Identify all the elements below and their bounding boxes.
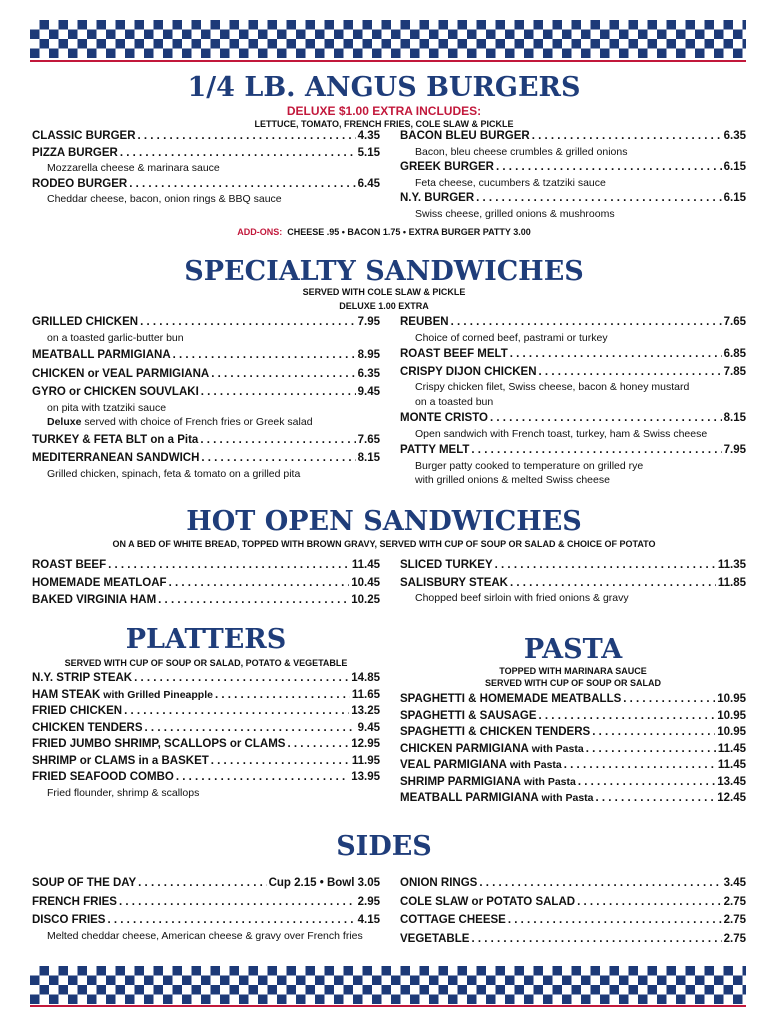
menu-item-row: FRIED SEAFOOD COMBO . . . 13.95 [32, 772, 380, 784]
specialty-sub2: DELUXE 1.00 EXTRA [339, 301, 429, 311]
menu-item-row: COTTAGE CHEESE . . . 2.75 [400, 915, 746, 927]
menu-item-row: MEDITERRANEAN SANDWICH . . . 8.15 [32, 453, 380, 465]
pasta-sub2: SERVED WITH CUP OF SOUP OR SALAD [484, 678, 662, 688]
specialty-title: SPECIALTY SANDWICHES [184, 256, 584, 287]
burgers-left-column [32, 131, 380, 205]
burgers-deluxe: DELUXE $1.00 EXTRA INCLUDES: [286, 104, 482, 118]
platters-title: PLATTERS [125, 624, 287, 655]
item-description: Crispy chicken filet, Swiss cheese, bacon & honey mustard [415, 381, 690, 393]
pasta-sub1: TOPPED WITH MARINARA SAUCE [499, 666, 647, 676]
menu-item-row: SPAGHETTI & CHICKEN TENDERS . . . 10.95 [400, 727, 746, 739]
menu-item-row: MEATBALL PARMIGIANA . . . 8.95 [32, 350, 380, 362]
menu-item-row: GRILLED CHICKEN . . . 7.95 [32, 317, 380, 329]
pasta-title: PASTA [523, 634, 623, 665]
menu-item-row: ROAST BEEF MELT . . . 6.85 [400, 349, 746, 361]
menu-item-row: VEAL PARMIGIANA with Pasta . . . 11.45 [400, 760, 746, 772]
item-description: Swiss cheese, grilled onions & mushrooms [415, 207, 615, 220]
specialty-sub1: SERVED WITH COLE SLAW & PICKLE [302, 287, 466, 297]
item-description: Melted cheddar cheese, American cheese & gravy over French fries [47, 929, 363, 942]
burgers-right-column [400, 131, 746, 219]
item-description: Cheddar cheese, bacon, onion rings & BBQ sauce [47, 193, 282, 205]
sides-title: SIDES [336, 831, 432, 862]
checkered-border-bottom [30, 966, 746, 1004]
item-description: on pita with tzatziki sauce [47, 401, 167, 414]
platters-column [32, 673, 380, 798]
menu-item-row: GREEK BURGER . . . 6.15 [400, 162, 746, 174]
menu-item-row: CLASSIC BURGER . . . 4.35 [32, 131, 380, 143]
menu-item-row: SOUP OF THE DAY . . . Cup 2.15 • Bowl 3.05 [32, 878, 380, 890]
sides-right-column [400, 878, 746, 945]
red-stripe-top [30, 60, 746, 62]
menu-item-row: HAM STEAK with Grilled Pineapple . . . 11.65 [32, 690, 380, 702]
menu-item-row: FRIED JUMBO SHRIMP, SCALLOPS or CLAMS . . . 12.95 [32, 739, 380, 751]
menu-item-row: BAKED VIRGINIA HAM . . . 10.25 [32, 595, 380, 607]
specialty-right-column [400, 317, 746, 486]
hot-open-right-column [400, 560, 746, 604]
item-description: with grilled onions & melted Swiss cheese [415, 474, 610, 486]
menu-item-row: VEGETABLE . . . 2.75 [400, 934, 746, 946]
menu-item-row: HOMEMADE MEATLOAF . . . 10.45 [32, 578, 380, 590]
menu-item-row: SPAGHETTI & HOMEMADE MEATBALLS . . . 10.95 [400, 694, 746, 706]
menu-item-row: RODEO BURGER . . . 6.45 [32, 179, 380, 191]
checkered-border-top [30, 20, 746, 58]
menu-item-row: SHRIMP PARMIGIANA with Pasta . . . 13.45 [400, 777, 746, 789]
item-description: Grilled chicken, spinach, feta & tomato on a grilled pita [47, 467, 301, 480]
burgers-title: 1/4 LB. ANGUS BURGERS [187, 72, 581, 103]
item-description: Burger patty cooked to temperature on grilled rye [415, 459, 644, 472]
menu-item-row: ROAST BEEF . . . 11.45 [32, 560, 380, 572]
specialty-left-column [32, 317, 380, 479]
menu-item-row: PIZZA BURGER . . . 5.15 [32, 148, 380, 160]
menu-item-row: CHICKEN TENDERS . . . 9.45 [32, 723, 380, 735]
menu-item-row: ONION RINGS . . . 3.45 [400, 878, 746, 890]
menu-item-row: REUBEN . . . 7.65 [400, 317, 746, 329]
item-description: Chopped beef sirloin with fried onions & gravy [415, 592, 629, 604]
menu-item-row: FRENCH FRIES . . . 2.95 [32, 897, 380, 909]
menu-item-row: CHICKEN PARMIGIANA with Pasta . . . 11.45 [400, 744, 746, 756]
item-description: Fried flounder, shrimp & scallops [47, 786, 200, 799]
menu-item-row: CHICKEN or VEAL PARMIGIANA . . . 6.35 [32, 369, 380, 381]
menu-item-row: TURKEY & FETA BLT on a Pita . . . 7.65 [32, 435, 380, 447]
menu-item-row: MONTE CRISTO . . . 8.15 [400, 413, 746, 425]
menu-item-row: PATTY MELT . . . 7.95 [400, 445, 746, 457]
menu-item-row: CRISPY DIJON CHICKEN . . . 7.85 [400, 367, 746, 379]
menu-item-row: COLE SLAW or POTATO SALAD . . . 2.75 [400, 897, 746, 909]
menu-item-row: FRIED CHICKEN . . . 13.25 [32, 706, 380, 718]
menu-item-row: SALISBURY STEAK . . . 11.85 [400, 578, 746, 590]
item-description: Bacon, bleu cheese crumbles & grilled onions [415, 145, 628, 158]
menu-item-row: SHRIMP or CLAMS in a BASKET . . . 11.95 [32, 756, 380, 768]
hot-open-sub: ON A BED OF WHITE BREAD, TOPPED WITH BROWN GRAVY, SERVED WITH CUP OF SOUP OR SALAD & CHOICE OF POTATO [112, 539, 656, 549]
red-stripe-bottom [30, 1005, 746, 1007]
menu-item-row: BACON BLEU BURGER . . . 6.35 [400, 131, 746, 143]
hot-open-left-column [32, 560, 380, 607]
item-description: on a toasted garlic-butter bun [47, 331, 184, 344]
platters-sub: SERVED WITH CUP OF SOUP OR SALAD, POTATO & VEGETABLE [64, 658, 348, 668]
item-description: Choice of corned beef, pastrami or turkey [415, 331, 608, 344]
item-description: Open sandwich with French toast, turkey, ham & Swiss cheese [415, 427, 708, 440]
pasta-column [400, 694, 746, 805]
menu-item-row: GYRO or CHICKEN SOUVLAKI . . . 9.45 [32, 387, 380, 399]
item-description: Mozzarella cheese & marinara sauce [47, 162, 220, 174]
hot-open-title: HOT OPEN SANDWICHES [186, 506, 582, 537]
menu-item-row: N.Y. BURGER . . . 6.15 [400, 193, 746, 205]
item-description: Deluxe served with choice of French fries or Greek salad [47, 416, 313, 428]
menu-item-row: N.Y. STRIP STEAK . . . 14.85 [32, 673, 380, 685]
burgers-includes: LETTUCE, TOMATO, FRENCH FRIES, COLE SLAW & PICKLE [254, 119, 514, 129]
menu-item-row: SLICED TURKEY . . . 11.35 [400, 560, 746, 572]
item-description: Feta cheese, cucumbers & tzatziki sauce [415, 176, 606, 189]
sides-left-column [32, 878, 380, 941]
menu-item-row: DISCO FRIES . . . 4.15 [32, 915, 380, 927]
menu-item-row: SPAGHETTI & SAUSAGE . . . 10.95 [400, 711, 746, 723]
menu-item-row: MEATBALL PARMIGIANA with Pasta . . . 12.45 [400, 793, 746, 805]
burgers-addons: ADD-ONS: CHEESE .95 • BACON 1.75 • EXTRA BURGER PATTY 3.00 [237, 227, 531, 237]
item-description: on a toasted bun [415, 395, 494, 408]
